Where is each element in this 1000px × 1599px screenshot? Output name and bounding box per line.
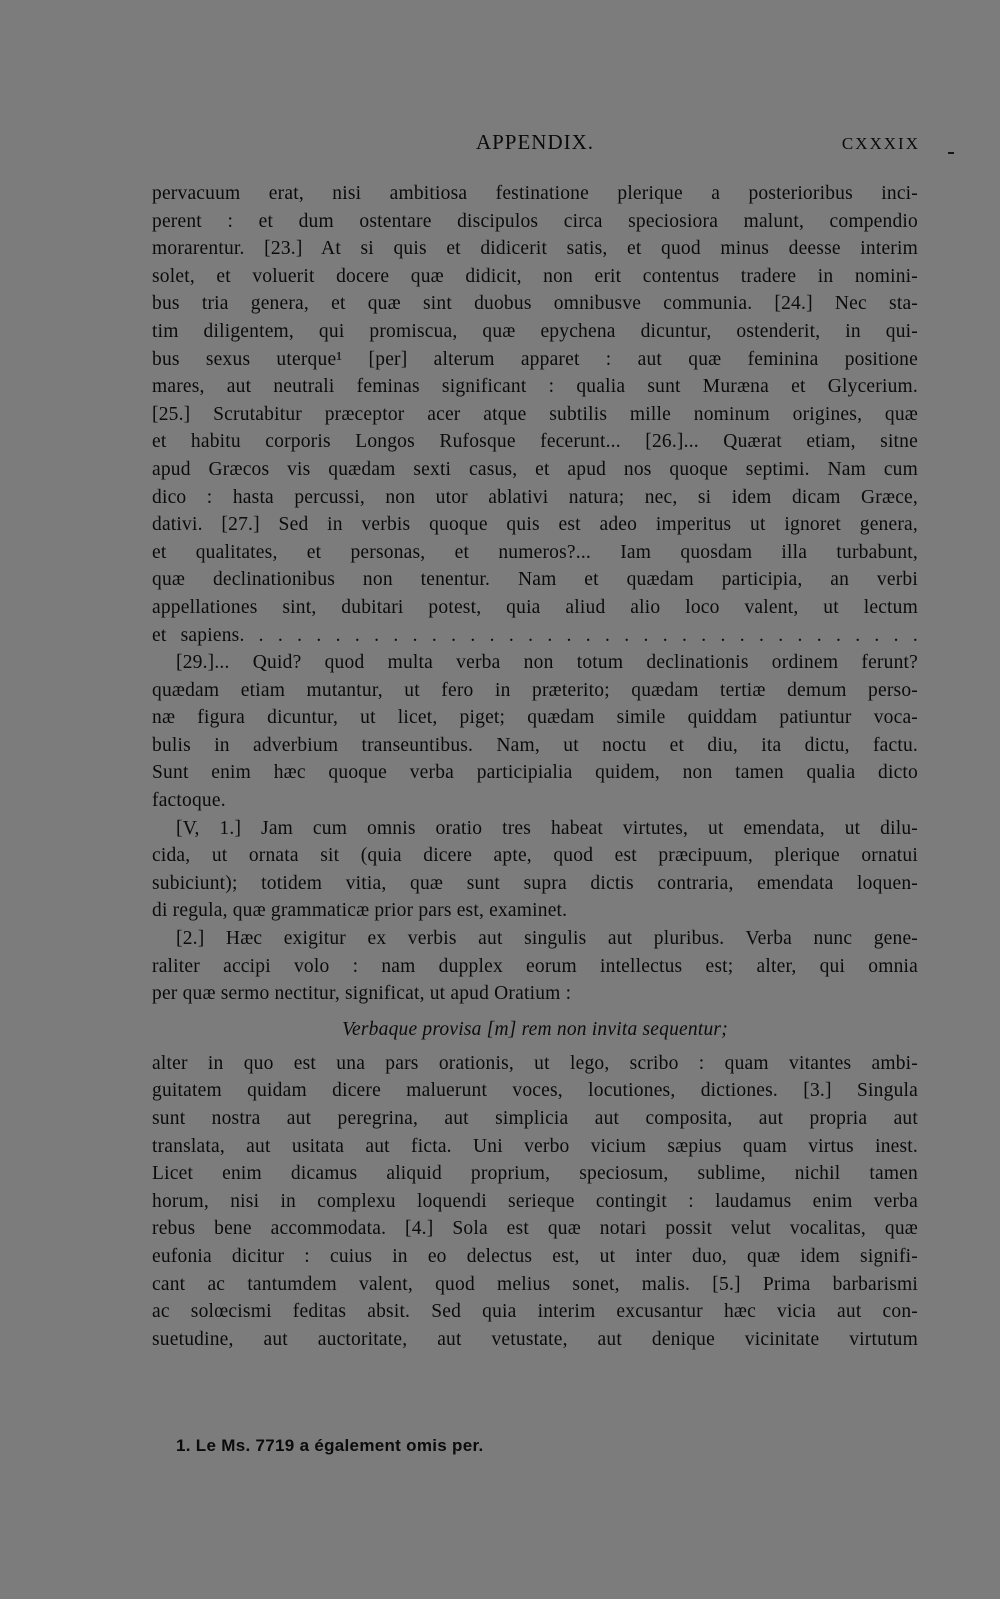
body-text [152, 180, 918, 1353]
text-line: næ figura dicuntur, ut licet, piget; quædam simile quiddam patiuntur voca- [152, 707, 918, 729]
text-line: Sunt enim hæc quoque verba participialia quidem, non tamen qualia dicto [152, 762, 918, 784]
page-header [150, 130, 920, 160]
text-line: sunt nostra aut peregrina, aut simplicia aut composita, aut propria aut [152, 1108, 918, 1129]
text-line: horum, nisi in complexu loquendi serieque contingit : laudamus enim verba [152, 1190, 918, 1212]
running-head: APPENDIX. [475, 130, 595, 154]
text-line: suetudine, aut auctoritate, aut vetustate, aut denique vicinitate virtutum [152, 1328, 918, 1350]
text-line: factoque. [152, 790, 226, 812]
margin-mark [948, 152, 954, 154]
text-line: [V, 1.] Jam cum omnis oratio tres habeat virtutes, ut emendata, ut dilu- [176, 817, 918, 839]
text-line: et habitu corporis Longos Rufosque fecerunt... [26.]... Quærat etiam, sitne [152, 431, 918, 453]
text-line: ac solœcismi feditas absit. Sed quia interim excusantur hæc vicia aut con- [152, 1301, 918, 1323]
text-line: raliter accipi volo : nam dupplex eorum intellectus est; alter, qui omnia [152, 955, 918, 977]
text-line: et qualitates, et personas, et numeros?... Iam quosdam illa turbabunt, [152, 541, 918, 563]
text-line: mares, aut neutrali feminas significant : qualia sunt Muræna et Glycerium. [152, 376, 918, 398]
text-line: dativi. [27.] Sed in verbis quoque quis est adeo imperitus ut ignoret genera, [152, 514, 918, 536]
text-line: Licet enim dicamus aliquid proprium, speciosum, sublime, nichil tamen [152, 1163, 918, 1185]
text-line: subiciunt); totidem vitia, quæ sunt supra dictis contraria, emendata loquen- [152, 872, 918, 894]
text-line: appellationes sint, dubitari potest, quia aliud alio loco valent, ut lectum [152, 596, 918, 618]
text-line: bulis in adverbium transeuntibus. Nam, ut noctu et diu, ita dictu, factu. [152, 734, 918, 756]
text-line: bus sexus uterque¹ [per] alterum apparet : aut quæ feminina positione [152, 348, 918, 370]
text-line: solet, et voluerit docere quæ didicit, non erit contentus tradere in nomini- [152, 265, 918, 287]
text-line: pervacuum erat, nisi ambitiosa festinatione plerique a posterioribus inci- [152, 183, 918, 204]
text-line: rebus bene accommodata. [4.] Sola est quæ notari possit velut vocalitas, quæ [152, 1218, 918, 1240]
text-line: quæ declinationibus non tenentur. Nam et quædam participia, an verbi [152, 569, 918, 591]
text-line: apud Græcos vis quædam sexti casus, et apud nos quoque septimi. Nam cum [152, 458, 918, 480]
text-line: [25.] Scrutabitur præceptor acer atque subtilis mille nominum origines, quæ [152, 403, 918, 425]
page-number: CXXXIX [841, 134, 920, 153]
text-line: bus tria genera, et quæ sint duobus omnibusve communia. [24.] Nec sta- [152, 293, 918, 315]
text-line: di regula, quæ grammaticæ prior pars est, examinet. [152, 900, 568, 922]
text-line: [29.]... Quid? quod multa verba non totum declinationis ordinem ferunt? [176, 652, 918, 674]
text-line: eufonia dicitur : cuius in eo delectus est, ut inter duo, quæ idem signifi- [152, 1245, 918, 1267]
text-line: alter in quo est una pars orationis, ut lego, scribo : quam vitantes ambi- [152, 1052, 918, 1074]
text-line: dico : hasta percussi, non utor ablativi natura; nec, si idem dicam Græce, [152, 486, 918, 508]
text-line: cida, ut ornata sit (quia dicere apte, quod est præcipuum, plerique ornatui [152, 845, 918, 867]
text-line: [2.] Hæc exigitur ex verbis aut singulis aut pluribus. Verba nunc gene- [176, 928, 918, 950]
footnote: 1. Le Ms. 7719 a également omis per. [176, 1436, 484, 1455]
text-line: per quæ sermo nectitur, significat, ut apud Oratium : [152, 983, 572, 1005]
text-line: morarentur. [23.] At si quis et didicerit satis, et quod minus deesse interim [152, 238, 918, 260]
text-line: tim diligentem, qui promiscua, quæ epychena dicuntur, ostenderit, in qui- [152, 320, 918, 342]
verse-quotation: Verbaque provisa [m] rem non invita sequentur; [342, 1018, 728, 1040]
text-line: translata, aut usitata aut ficta. Uni verbo vicium sæpius quam virtus inest. [152, 1135, 918, 1157]
text-line: quædam etiam mutantur, ut fero in præterito; quædam tertiæ demum perso- [152, 679, 918, 701]
text-line: et sapiens. . . . . . . . . . . . . . . . . . . . . . . . . . . . . . . . . . . . [152, 624, 918, 646]
text-line: guitatem quidam dicere maluerunt voces, locutiones, dictiones. [3.] Singula [152, 1080, 918, 1102]
text-line: cant ac tantumdem valent, quod melius sonet, malis. [5.] Prima barbarismi [152, 1273, 918, 1295]
text-line: perent : et dum ostentare discipulos circa speciosiora malunt, compendio [152, 210, 918, 232]
